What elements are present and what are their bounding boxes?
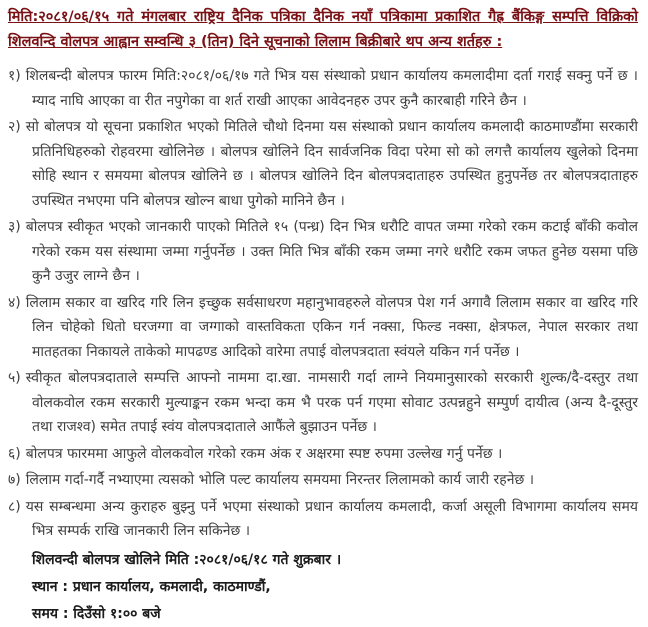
term-text: शिलबन्दी बोलपत्र फारम मिति:२०८१/०६/१७ गते भित्र यस संस्थाको प्रधान कार्यालय कमलादीमा दर्ता गराई सक्नु पर्ने छ । म्याद नाघि आएका वा रीत नपुगेका वा शर्त राखी आएका आवेदनहरु उपर कुनै कारबाही गरिने छैन । xyxy=(25,68,638,109)
term-number: ५) xyxy=(8,370,21,386)
term-text: स्वीकृत बोलपत्रदाताले सम्पत्ति आफ्नो नाममा दा.खा. नामसारी गर्दा लाग्ने नियमानुसारको सरकारी शुल्क/दै-दस्तुर तथा वोलकवोल रकम सरकारी मुल्याङ्कन रकम भन्दा कम भै परक पर्न गएमा सोवाट उत्पन्नहुने सम्पुर्ण दायीत्व (अन्य दै-दूस्तुर तथा राजश्व) समेत तपाई स्वंय वोलपत्रदाताले आफैंले बुझाउन पर्नेछ । xyxy=(25,370,638,435)
term-item-4 xyxy=(8,291,638,365)
term-item-6 xyxy=(8,442,638,467)
term-number: ३) xyxy=(8,219,21,235)
term-text: लिलाम सकार वा खरिद गरि लिन इच्छुक सर्वसाधरण महानुभावहरुले वोलपत्र पेश गर्न अगावै लिलाम सकार वा खरिद गरि लिन चोहेको धितो घरजग्गा वा जग्गाको वास्तविकता एकिन गर्न नक्सा, फिल्ड नक्सा, क्षेत्रफल, नेपाल सरकार तथा मातहतका निकायले ताकेको मापढण्ड आदिको वारेमा तपाई वोलपत्रदाता स्वंयले यकिन गर्न पर्नेछ । xyxy=(25,294,638,360)
footer-block xyxy=(8,547,638,627)
term-item-2 xyxy=(8,115,638,213)
term-text: बोलपत्र स्वीकृत भएको जानकारी पाएको मितिले १५ (पन्ध्र) दिन भित्र धरौटि वापत जम्मा गरेको रकम कटाई बाँकी कवोल गरेको रकम यस संस्थामा जम्मा गर्नुपर्नेछ । उक्त मिति भित्र बाँकी रकम जम्मा नगरे धरौटि रकम जफत हुनेछ यसमा पछि कुनै उजुर लाग्ने छैन । xyxy=(25,219,638,284)
bid-opening-time: समय : दिउँसो १:०० बजे xyxy=(32,605,161,622)
terms-list xyxy=(8,64,638,544)
term-number: २) xyxy=(8,119,21,135)
term-item-5 xyxy=(8,366,638,440)
term-text: यस सम्बन्धमा अन्य कुराहरु बुझ्नु पर्ने भएमा संस्थाको प्रधान कार्यालय कमलादी, कर्जा असूली विभागमा कार्यालय समय भित्र सम्पर्क राखि जानकारी लिन सकिनेछ । xyxy=(25,498,638,539)
notice-title: मिति:२०८१/०६/१५ गते मंगलबार राष्ट्रिय दैनिक पत्रिका दैनिक नयाँ पत्रिकामा प्रकाशित गैह्र बैंकिङ्ग सम्पत्ति विक्रिको शिलवन्दि वोलपत्र आह्वान सम्वन्धि ३ (तिन) दिने सूचनाको लिलाम बिक्रीबारे थप अन्य शर्तहरु : xyxy=(8,9,638,50)
term-number: ८) xyxy=(8,498,21,515)
term-text: लिलाम गर्दा-गर्दै नभ्याएमा त्यसको भोलि पल्ट कार्यालय समयमा निरन्तर लिलामको कार्य जारी रहनेछ । xyxy=(25,472,535,488)
term-item-7 xyxy=(8,468,638,493)
term-item-3 xyxy=(8,215,638,289)
bid-opening-location: स्थान : प्रधान कार्यालय, कमलादी, काठमाण्डौं, xyxy=(32,578,271,595)
bid-opening-date: शिलवन्दी बोलपत्र खोलिने मिति :२०८१/०६/१८ गते शुक्रबार । xyxy=(32,551,342,568)
term-number: ६) xyxy=(8,445,21,462)
term-number: १) xyxy=(8,68,21,84)
term-number: ७) xyxy=(8,472,21,488)
term-item-8 xyxy=(8,495,638,544)
term-text: बोलपत्र फारममा आफुले वोलकवोल गरेको रकम अंक र अक्षरमा स्पष्ट रुपमा उल्लेख गर्नु पर्नेछ । xyxy=(25,445,503,462)
term-item-1 xyxy=(8,64,638,113)
term-text: सो बोलपत्र यो सूचना प्रकाशित भएको मितिले चौथो दिनमा यस संस्थाको प्रधान कार्यालय कमलादी काठमाण्डौंमा सरकारी प्रतिनिधिहरुको रोहवरमा खोलिनेछ । बोलपत्र खोलिने दिन सार्वजनिक विदा परेमा सो को लगत्तै कार्यालय खुलेको दिनमा सोहि स्थान र समयमा बोलपत्र खोलिने छ । बोलपत्र खोलिने दिन बोलपत्रदाताहरु उपस्थित हुनुपर्नेछ तर बोलपत्रदाताहरु उपस्थित नभएमा पनि बोलपत्र खोल्न बाधा पुगेको मानिने छैन । xyxy=(25,119,638,209)
term-number: ४) xyxy=(8,294,21,311)
